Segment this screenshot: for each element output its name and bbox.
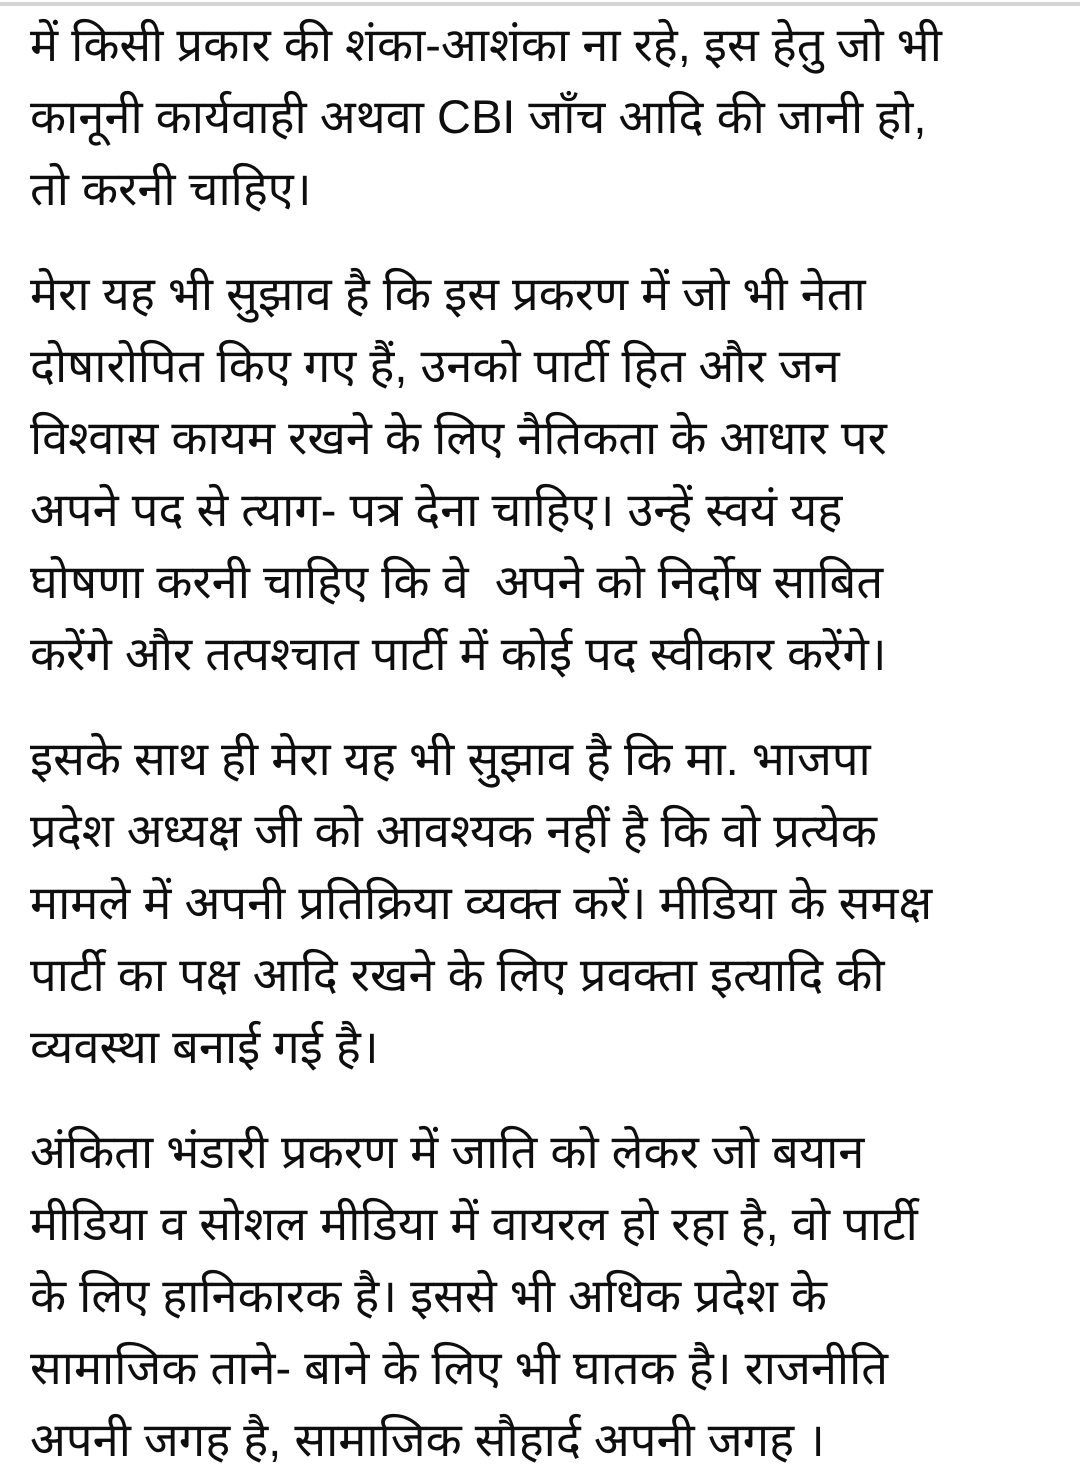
text-line: पार्टी का पक्ष आदि रखने के लिए प्रवक्ता इत्यादि की	[30, 948, 885, 1001]
text-line: अंकिता भंडारी प्रकरण में जाति को लेकर जो बयान	[30, 1125, 865, 1178]
text-line: प्रदेश अध्यक्ष जी को आवश्यक नहीं है कि वो प्रत्येक	[30, 804, 878, 857]
text-line: के लिए हानिकारक है। इससे भी अधिक प्रदेश के	[30, 1269, 828, 1322]
paragraph-3	[30, 723, 1058, 1083]
top-divider-line	[0, 2, 1080, 6]
text-line: करेंगे और तत्पश्चात पार्टी में कोई पद स्वीकार करेंगे।	[30, 627, 887, 680]
text-line: विश्वास कायम रखने के लिए नैतिकता के आधार पर	[30, 411, 887, 464]
text-line: व्यवस्था बनाई गई है।	[30, 1020, 379, 1073]
text-line: मीडिया व सोशल मीडिया में वायरल हो रहा है, वो पार्टी	[30, 1197, 918, 1250]
text-line: सामाजिक ताने- बाने के लिए भी घातक है। राजनीति	[30, 1341, 889, 1394]
paragraph-2	[30, 258, 1058, 690]
text-line: अपने पद से त्याग- पत्र देना चाहिए। उन्हें स्वयं यह	[30, 483, 843, 536]
text-line: मामले में अपनी प्रतिक्रिया व्यक्त करें। मीडिया के समक्ष	[30, 876, 933, 929]
text-line: तो करनी चाहिए।	[30, 162, 312, 215]
paragraph-4	[30, 1116, 1058, 1476]
text-line: में किसी प्रकार की शंका-आशंका ना रहे, इस हेतु जो भी	[30, 18, 942, 71]
text-line: इसके साथ ही मेरा यह भी सुझाव है कि मा. भाजपा	[30, 732, 871, 785]
text-line: अपनी जगह है, सामाजिक सौहार्द अपनी जगह ।	[30, 1413, 825, 1466]
text-line: मेरा यह भी सुझाव है कि इस प्रकरण में जो भी नेता	[30, 267, 866, 320]
text-line: कानूनी कार्यवाही अथवा CBI जाँच आदि की जानी हो,	[30, 90, 927, 143]
paragraph-1	[30, 9, 1058, 225]
text-line: घोषणा करनी चाहिए कि वे अपने को निर्दोष साबित	[30, 555, 884, 608]
text-line: दोषारोपित किए गए हैं, उनको पार्टी हित और जन	[30, 339, 840, 392]
